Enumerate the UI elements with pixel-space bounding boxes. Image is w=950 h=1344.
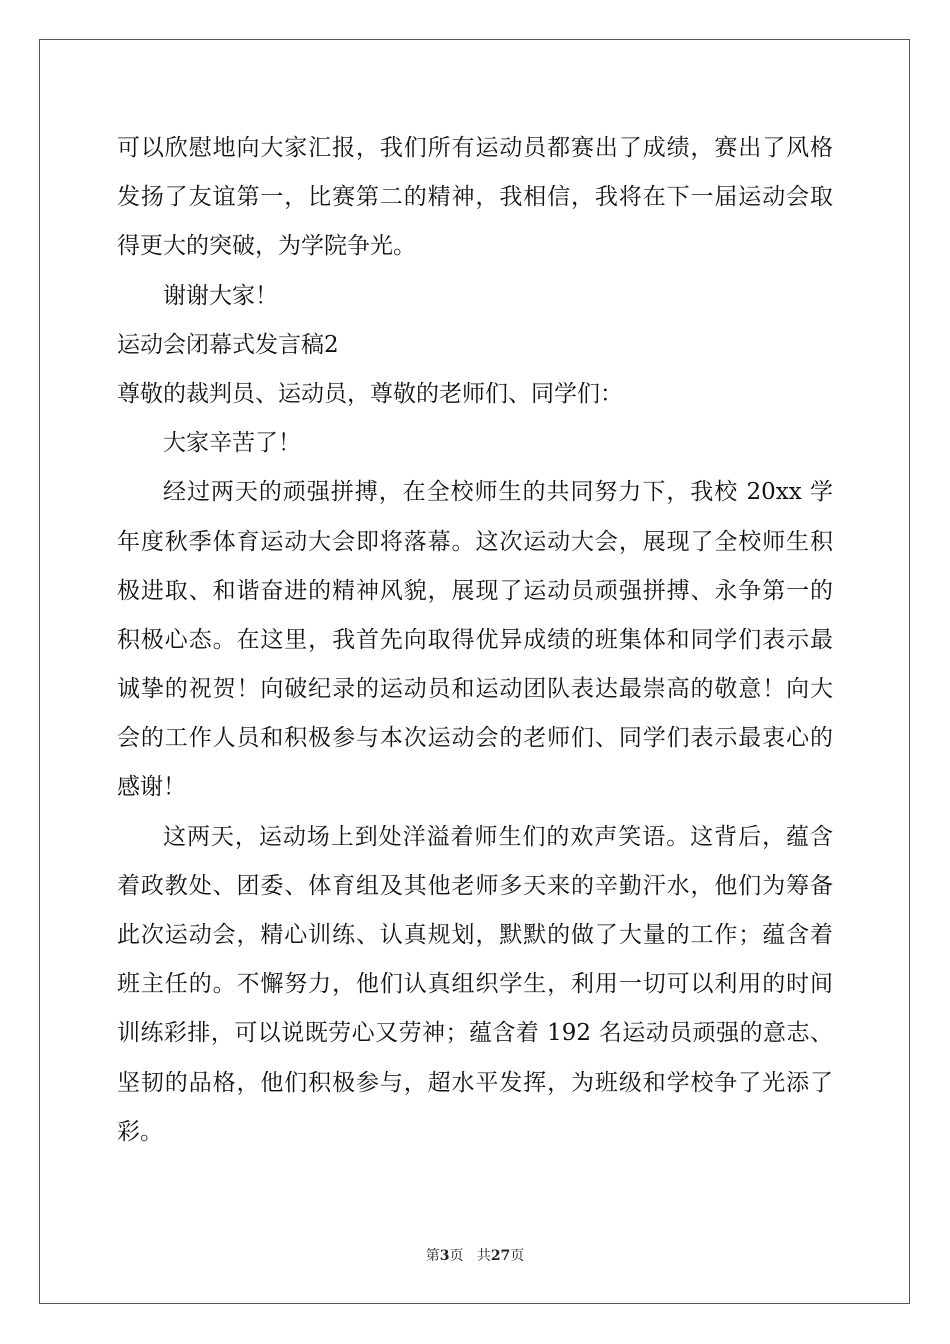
- text-line: 大家辛苦了！: [163, 430, 301, 457]
- text-line: 彩。: [117, 1118, 163, 1145]
- text-line: 这两天，运动场上到处洋溢着师生们的欢声笑语。这背后，蕴含: [163, 823, 833, 850]
- footer-page-suffix: 页: [449, 1248, 464, 1264]
- text-line: 积极心态。在这里，我首先向取得优异成绩的班集体和同学们表示最: [117, 626, 833, 653]
- text-line: 着政教处、团委、体育组及其他老师多天来的辛勤汗水，他们为筹备: [117, 872, 833, 899]
- text-line: 坚韧的品格，他们积极参与，超水平发挥，为班级和学校争了光添了: [117, 1069, 833, 1096]
- text-line: 感谢！: [117, 774, 186, 801]
- document-body: [117, 124, 833, 1157]
- footer-page-prefix: 第: [425, 1248, 440, 1264]
- footer-total-pages: 27: [490, 1248, 511, 1264]
- footer-page-number: 3: [439, 1248, 450, 1264]
- text-line: 训练彩排，可以说既劳心又劳神；蕴含着 192 名运动员顽强的意志、: [117, 1020, 833, 1047]
- text-line: 尊敬的裁判员、运动员，尊敬的老师们、同学们：: [117, 380, 623, 407]
- footer-total-suffix: 页: [510, 1248, 525, 1264]
- text-line: 经过两天的顽强拼搏，在全校师生的共同努力下，我校 20xx 学: [163, 479, 833, 506]
- text-line: 发扬了友谊第一，比赛第二的精神，我相信，我将在下一届运动会取: [117, 184, 833, 211]
- text-line: 运动会闭幕式发言稿2: [117, 331, 339, 358]
- text-line: 诚挚的祝贺！向破纪录的运动员和运动团队表达最崇高的敬意！向大: [117, 676, 833, 703]
- text-line: 班主任的。不懈努力，他们认真组织学生，利用一切可以利用的时间: [117, 971, 833, 998]
- page-footer: [0, 1245, 950, 1265]
- text-line: 可以欣慰地向大家汇报，我们所有运动员都赛出了成绩，赛出了风格: [117, 135, 833, 161]
- text-line: 此次运动会，精心训练、认真规划，默默的做了大量的工作；蕴含着: [117, 922, 833, 948]
- text-line: 得更大的突破，为学院争光。: [117, 233, 416, 260]
- text-line: 年度秋季体育运动大会即将落幕。这次运动大会，展现了全校师生积: [117, 528, 833, 555]
- text-line: 极进取、和谐奋进的精神风貌，展现了运动员顽强拼搏、永争第一的: [117, 577, 833, 604]
- text-line: 谢谢大家！: [163, 282, 278, 309]
- footer-total-prefix: 共: [476, 1248, 491, 1264]
- text-line: 会的工作人员和积极参与本次运动会的老师们、同学们表示最衷心的: [117, 725, 833, 752]
